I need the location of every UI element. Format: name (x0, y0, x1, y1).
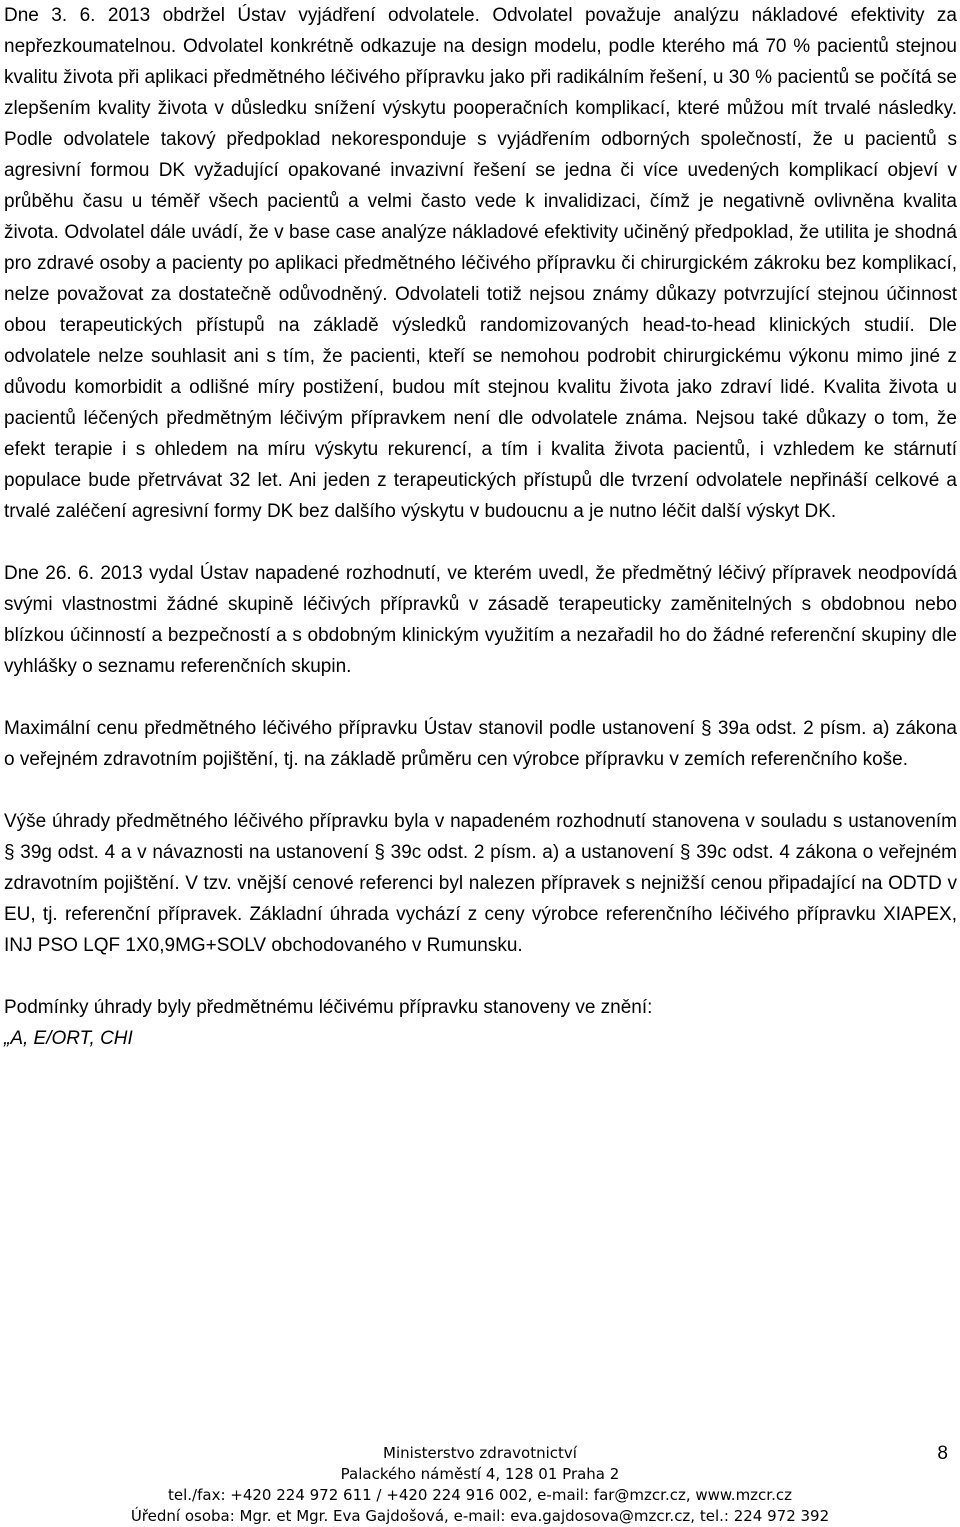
footer-ministry-name: Ministerstvo zdravotnictví (383, 1444, 577, 1462)
paragraph-maximalni-cena: Maximální cenu předmětného léčivého přípravku Ústav stanovil podle ustanovení § 39a odst. 2 písm. a) zákona o veřejném zdravotním pojištění, tj. na základě průměru cen výrobce přípravku v zemích referenčního koše. (4, 718, 957, 770)
footer-official: Úřední osoba: Mgr. et Mgr. Eva Gajdošová, e-mail: eva.gajdosova@mzcr.cz, tel.: 224 972 392 (130, 1507, 830, 1525)
paragraph-napadene-rozhodnuti: Dne 26. 6. 2013 vydal Ústav napadené rozhodnutí, ve kterém uvedl, že předmětný léčivý přípravek neodpovídá svými vlastnostmi žádné skupině léčivých přípravků v zásadě terapeuticky zaměnitelných s obdobnou nebo blízkou účinností a bezpečností a s obdobným klinickým využitím a nezařadil ho do žádné referenční skupiny dle vyhlášky o seznamu referenčních skupin. (4, 563, 957, 677)
paragraph-odvolatel-vyjadreni: Dne 3. 6. 2013 obdržel Ústav vyjádření odvolatele. Odvolatel považuje analýzu nákladové efektivity za nepřezkoumatelnou. Odvolatel konkrétně odkazuje na design modelu, podle kterého má 70 % pacientů stejnou kvalitu života při aplikaci předmětného léčivého přípravku jako při radikálním řešení, u 30 % pacientů se počítá se zlepšením kvality života v důsledku snížení výskytu pooperačních komplikací, které můžou mít trvalé následky. Podle odvolatele takový předpoklad nekoresponduje s vyjádřením odborných společností, že u pacientů s agresivní formou DK vyžadující opakované invazivní řešení se jedna či více uvedených komplikací objeví v průběhu času u téměř všech pacientů a velmi často vede k invalidizaci, čímž je negativně ovlivněna kvalita života. Odvolatel dále uvádí, že v base case analýze nákladové efektivity učiněný předpoklad, že utilita je shodná pro zdravé osoby a pacienty po aplikaci předmětného léčivého přípravku či chirurgickém zákroku bez komplikací, nelze považovat za dostatečně odůvodněný. Odvolateli totiž nejsou známy důkazy potvrzující stejnou účinnost obou terapeutických přístupů na základě výsledků randomizovaných head-to-head klinických studií. Dle odvolatele nelze souhlasit ani s tím, že pacienti, kteří se nemohou podrobit chirurgickému výkonu mimo jiné z důvodu komorbidit a odlišné míry postižení, budou mít stejnou kvalitu života jako zdraví lidé. Kvalita života u pacientů léčených předmětným léčivým přípravkem není dle odvolatele známa. Nejsou také důkazy o tom, že efekt terapie i s ohledem na míru výskytu rekurencí, a tím i kvalita života pacientů, i vzhledem ke stárnutí populace bude přetrvávat 32 let. Ani jeden z terapeutických přístupů dle tvrzení odvolatele nepřináší celkové a trvalé zaléčení agresivní formy DK bez dalšího výskytu v budoucnu a je nutno léčit další výskyt DK. (4, 5, 957, 522)
podminky-uhrady-quote: „A, E/ORT, CHI (4, 1028, 133, 1049)
footer-address: Palackého náměstí 4, 128 01 Praha 2 (340, 1465, 620, 1483)
page-number: 8 (937, 1443, 948, 1464)
paragraph-podminky-uhrady: Podmínky úhrady byly předmětnému léčivému přípravku stanoveny ve znění: (4, 997, 653, 1018)
page-footer (0, 1443, 960, 1527)
document-body (4, 0, 957, 1054)
paragraph-vyse-uhrady: Výše úhrady předmětného léčivého přípravku byla v napadeném rozhodnutí stanovena v souladu s ustanovením § 39g odst. 4 a v návaznosti na ustanovení § 39c odst. 2 písm. a) a ustanovení § 39c odst. 4 zákona o veřejném zdravotním pojištění. V tzv. vnější cenové referenci byl nalezen přípravek s nejnižší cenou připadající na ODTD v EU, tj. referenční přípravek. Základní úhrada vychází z ceny výrobce referenčního léčivého přípravku XIAPEX, INJ PSO LQF 1X0,9MG+SOLV obchodovaného v Rumunsku. (4, 811, 957, 956)
footer-contact: tel./fax: +420 224 972 611 / +420 224 916 002, e-mail: far@mzcr.cz, www.mzcr.cz (168, 1486, 792, 1504)
